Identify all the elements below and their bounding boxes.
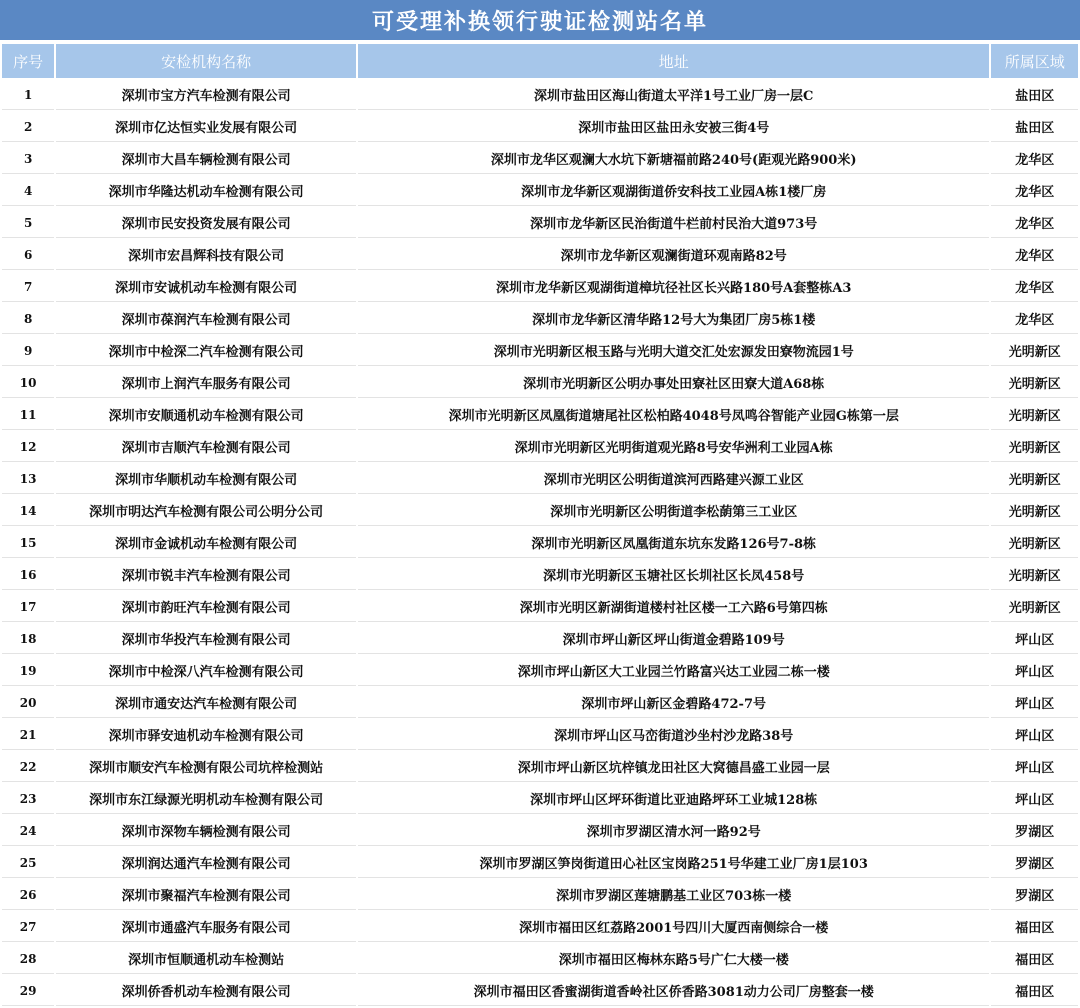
row-address: 深圳市龙华新区民治街道牛栏前村民治大道973号: [358, 208, 990, 238]
row-index: 24: [2, 816, 54, 846]
row-index: 13: [2, 464, 54, 494]
row-district: 坪山区: [991, 656, 1078, 686]
table-row: [2, 144, 1078, 174]
row-index: 9: [2, 336, 54, 366]
row-station-name: 深圳市驿安迪机动车检测有限公司: [56, 720, 356, 750]
row-index: 19: [2, 656, 54, 686]
table-header-row: [2, 44, 1078, 78]
row-district: 龙华区: [991, 304, 1078, 334]
row-station-name: 深圳市民安投资发展有限公司: [56, 208, 356, 238]
row-station-name: 深圳市安顺通机动车检测有限公司: [56, 400, 356, 430]
row-address: 深圳市光明新区公明街道李松蓢第三工业区: [358, 496, 990, 526]
row-index: 10: [2, 368, 54, 398]
row-district: 光明新区: [991, 496, 1078, 526]
row-station-name: 深圳市锐丰汽车检测有限公司: [56, 560, 356, 590]
row-station-name: 深圳市葆润汽车检测有限公司: [56, 304, 356, 334]
row-address: 深圳市龙华新区观湖街道侨安科技工业园A栋1楼厂房: [358, 176, 990, 206]
table-row: [2, 688, 1078, 718]
table-row: [2, 752, 1078, 782]
row-station-name: 深圳市亿达恒实业发展有限公司: [56, 112, 356, 142]
row-station-name: 深圳市聚福汽车检测有限公司: [56, 880, 356, 910]
header-address: 地址: [358, 44, 990, 78]
row-index: 29: [2, 976, 54, 1006]
row-address: 深圳市龙华区观澜大水坑下新塘福前路240号(距观光路900米): [358, 144, 990, 174]
table-row: [2, 432, 1078, 462]
row-district: 光明新区: [991, 432, 1078, 462]
table-row: [2, 208, 1078, 238]
table-row: [2, 976, 1078, 1006]
row-station-name: 深圳市明达汽车检测有限公司公明分公司: [56, 496, 356, 526]
row-address: 深圳市光明新区凤凰街道塘尾社区松柏路4048号凤鸣谷智能产业园G栋第一层: [358, 400, 990, 430]
table-body: [2, 80, 1078, 1006]
row-address: 深圳市罗湖区笋岗街道田心社区宝岗路251号华建工业厂房1层103: [358, 848, 990, 878]
row-address: 深圳市罗湖区莲塘鹏基工业区703栋一楼: [358, 880, 990, 910]
row-address: 深圳市光明新区凤凰街道东坑东发路126号7-8栋: [358, 528, 990, 558]
row-address: 深圳市光明区新湖街道楼村社区楼一工六路6号第四栋: [358, 592, 990, 622]
row-address: 深圳市福田区红荔路2001号四川大厦西南侧综合一楼: [358, 912, 990, 942]
row-address: 深圳市光明新区玉塘社区长圳社区长凤458号: [358, 560, 990, 590]
row-index: 25: [2, 848, 54, 878]
row-station-name: 深圳市东江绿源光明机动车检测有限公司: [56, 784, 356, 814]
table-row: [2, 624, 1078, 654]
table-row: [2, 912, 1078, 942]
row-index: 17: [2, 592, 54, 622]
table-row: [2, 304, 1078, 334]
row-district: 罗湖区: [991, 880, 1078, 910]
row-index: 28: [2, 944, 54, 974]
row-station-name: 深圳市吉顺汽车检测有限公司: [56, 432, 356, 462]
row-district: 坪山区: [991, 752, 1078, 782]
table-row: [2, 880, 1078, 910]
row-district: 光明新区: [991, 592, 1078, 622]
row-district: 光明新区: [991, 400, 1078, 430]
row-address: 深圳市坪山新区金碧路472-7号: [358, 688, 990, 718]
row-station-name: 深圳市安诚机动车检测有限公司: [56, 272, 356, 302]
row-index: 11: [2, 400, 54, 430]
table-row: [2, 400, 1078, 430]
header-index: 序号: [2, 44, 54, 78]
row-station-name: 深圳市深物车辆检测有限公司: [56, 816, 356, 846]
row-district: 光明新区: [991, 464, 1078, 494]
row-district: 龙华区: [991, 208, 1078, 238]
row-station-name: 深圳市大昌车辆检测有限公司: [56, 144, 356, 174]
row-station-name: 深圳市金诚机动车检测有限公司: [56, 528, 356, 558]
row-address: 深圳市龙华新区清华路12号大为集团厂房5栋1楼: [358, 304, 990, 334]
table-row: [2, 464, 1078, 494]
table-row: [2, 240, 1078, 270]
header-name: 安检机构名称: [56, 44, 356, 78]
table-row: [2, 560, 1078, 590]
table-row: [2, 80, 1078, 110]
row-index: 2: [2, 112, 54, 142]
header-district: 所属区域: [991, 44, 1078, 78]
row-index: 8: [2, 304, 54, 334]
row-index: 7: [2, 272, 54, 302]
row-address: 深圳市龙华新区观湖街道樟坑径社区长兴路180号A套整栋A3: [358, 272, 990, 302]
table-row: [2, 656, 1078, 686]
row-district: 罗湖区: [991, 816, 1078, 846]
row-address: 深圳市光明新区公明办事处田寮社区田寮大道A68栋: [358, 368, 990, 398]
table-row: [2, 592, 1078, 622]
row-address: 深圳市盐田区盐田永安被三街4号: [358, 112, 990, 142]
row-index: 5: [2, 208, 54, 238]
row-index: 1: [2, 80, 54, 110]
row-index: 6: [2, 240, 54, 270]
row-district: 龙华区: [991, 144, 1078, 174]
row-station-name: 深圳市通盛汽车服务有限公司: [56, 912, 356, 942]
table-row: [2, 272, 1078, 302]
row-index: 16: [2, 560, 54, 590]
page-title: 可受理补换领行驶证检测站名单: [0, 0, 1080, 42]
table-row: [2, 368, 1078, 398]
row-station-name: 深圳市通安达汽车检测有限公司: [56, 688, 356, 718]
row-station-name: 深圳市上润汽车服务有限公司: [56, 368, 356, 398]
row-address: 深圳市福田区香蜜湖街道香岭社区侨香路3081动力公司厂房整套一楼: [358, 976, 990, 1006]
row-station-name: 深圳侨香机动车检测有限公司: [56, 976, 356, 1006]
row-station-name: 深圳市中检深二汽车检测有限公司: [56, 336, 356, 366]
row-district: 龙华区: [991, 272, 1078, 302]
row-address: 深圳市福田区梅林东路5号广仁大楼一楼: [358, 944, 990, 974]
table-row: [2, 816, 1078, 846]
row-address: 深圳市坪山新区坪山街道金碧路109号: [358, 624, 990, 654]
row-district: 龙华区: [991, 240, 1078, 270]
row-index: 14: [2, 496, 54, 526]
row-index: 23: [2, 784, 54, 814]
station-table: [0, 42, 1080, 1008]
row-station-name: 深圳市华顺机动车检测有限公司: [56, 464, 356, 494]
row-district: 福田区: [991, 912, 1078, 942]
row-index: 20: [2, 688, 54, 718]
row-district: 光明新区: [991, 368, 1078, 398]
row-district: 坪山区: [991, 784, 1078, 814]
table-row: [2, 336, 1078, 366]
table-row: [2, 112, 1078, 142]
row-index: 18: [2, 624, 54, 654]
row-address: 深圳市光明区公明街道滨河西路建兴源工业区: [358, 464, 990, 494]
row-district: 盐田区: [991, 80, 1078, 110]
row-station-name: 深圳润达通汽车检测有限公司: [56, 848, 356, 878]
row-district: 龙华区: [991, 176, 1078, 206]
row-station-name: 深圳市宝方汽车检测有限公司: [56, 80, 356, 110]
row-district: 盐田区: [991, 112, 1078, 142]
row-address: 深圳市光明新区光明街道观光路8号安华洲利工业园A栋: [358, 432, 990, 462]
table-row: [2, 848, 1078, 878]
table-row: [2, 528, 1078, 558]
row-station-name: 深圳市华隆达机动车检测有限公司: [56, 176, 356, 206]
table-row: [2, 720, 1078, 750]
row-index: 3: [2, 144, 54, 174]
table-row: [2, 944, 1078, 974]
row-station-name: 深圳市华投汽车检测有限公司: [56, 624, 356, 654]
row-index: 27: [2, 912, 54, 942]
row-station-name: 深圳市韵旺汽车检测有限公司: [56, 592, 356, 622]
row-district: 光明新区: [991, 560, 1078, 590]
row-address: 深圳市盐田区海山街道太平洋1号工业厂房一层C: [358, 80, 990, 110]
row-address: 深圳市坪山新区坑梓镇龙田社区大窝德昌盛工业园一层: [358, 752, 990, 782]
table-row: [2, 784, 1078, 814]
row-district: 罗湖区: [991, 848, 1078, 878]
row-index: 4: [2, 176, 54, 206]
row-station-name: 深圳市顺安汽车检测有限公司坑梓检测站: [56, 752, 356, 782]
row-district: 光明新区: [991, 336, 1078, 366]
row-index: 21: [2, 720, 54, 750]
row-station-name: 深圳市恒顺通机动车检测站: [56, 944, 356, 974]
row-index: 15: [2, 528, 54, 558]
row-address: 深圳市坪山新区大工业园兰竹路富兴达工业园二栋一楼: [358, 656, 990, 686]
row-address: 深圳市罗湖区清水河一路92号: [358, 816, 990, 846]
row-district: 福田区: [991, 976, 1078, 1006]
table-row: [2, 176, 1078, 206]
row-district: 福田区: [991, 944, 1078, 974]
row-district: 坪山区: [991, 688, 1078, 718]
row-address: 深圳市光明新区根玉路与光明大道交汇处宏源发田寮物流园1号: [358, 336, 990, 366]
row-index: 26: [2, 880, 54, 910]
row-address: 深圳市坪山区坪环街道比亚迪路坪环工业城128栋: [358, 784, 990, 814]
table-row: [2, 496, 1078, 526]
row-district: 坪山区: [991, 720, 1078, 750]
row-station-name: 深圳市中检深八汽车检测有限公司: [56, 656, 356, 686]
row-address: 深圳市龙华新区观澜街道环观南路82号: [358, 240, 990, 270]
row-station-name: 深圳市宏昌辉科技有限公司: [56, 240, 356, 270]
row-district: 坪山区: [991, 624, 1078, 654]
row-index: 22: [2, 752, 54, 782]
row-address: 深圳市坪山区马峦街道沙坐村沙龙路38号: [358, 720, 990, 750]
row-index: 12: [2, 432, 54, 462]
row-district: 光明新区: [991, 528, 1078, 558]
